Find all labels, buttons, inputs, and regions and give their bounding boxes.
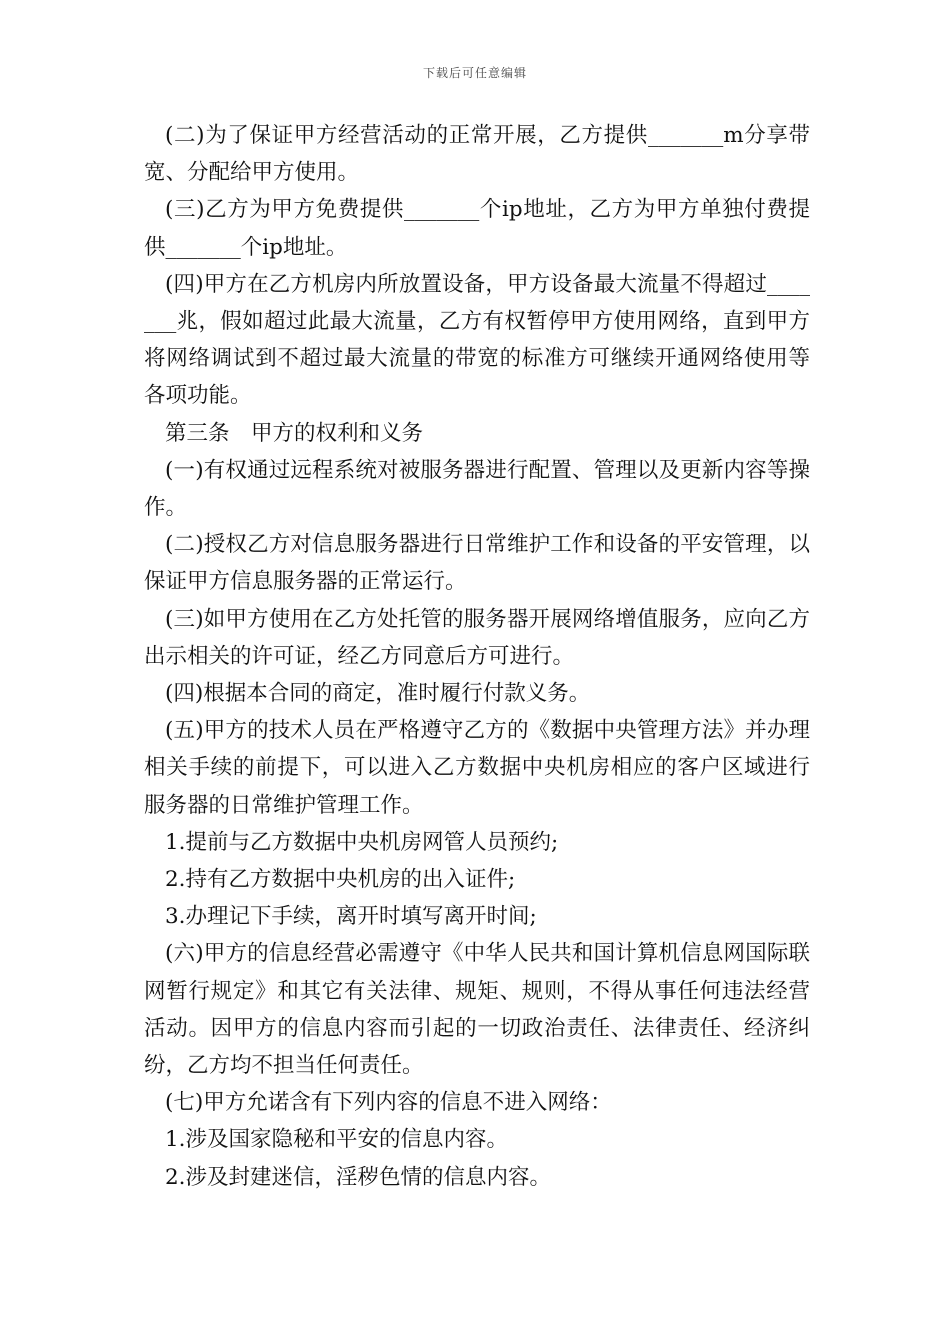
document-body bbox=[144, 117, 810, 1196]
paragraph-technician-access: (五)甲方的技术人员在严格遵守乙方的《数据中央管理方法》并办理相关手续的前提下，可以进入乙方数据中央机房相应的客户区域进行服务器的日常维护管理工作。 bbox=[144, 718, 810, 818]
list-item: 2.持有乙方数据中央机房的出入证件; bbox=[165, 867, 516, 893]
paragraph-remote-config: (一)有权通过远程系统对被服务器进行配置、管理以及更新内容等操作。 bbox=[144, 457, 810, 521]
list-item: 3.办理记下手续，离开时填写离开时间; bbox=[165, 904, 537, 930]
paragraph-authorize-maintenance: (二)授权乙方对信息服务器进行日常维护工作和设备的平安管理，以保证甲方信息服务器的正常运行。 bbox=[144, 532, 810, 595]
paragraph-content-commitment: (七)甲方允诺含有下列内容的信息不进入网络： bbox=[165, 1090, 612, 1116]
list-item: 1.提前与乙方数据中央机房网管人员预约; bbox=[165, 829, 559, 855]
list-item: 1.涉及国家隐秘和平安的信息内容。 bbox=[165, 1127, 509, 1153]
page-header-note: 下载后可任意编辑 bbox=[422, 66, 527, 80]
list-item: 2.涉及封建迷信，淫秽色情的信息内容。 bbox=[165, 1164, 552, 1190]
paragraph-ip-address: (三)乙方为甲方免费提供_______个ip地址，乙方为甲方单独付费提供_______个ip地址。 bbox=[144, 197, 810, 260]
paragraph-max-traffic: (四)甲方在乙方机房内所放置设备，甲方设备最大流量不得超过_______兆，假如超过此最大流量，乙方有权暂停甲方使用网络，直到甲方将网络调试到不超过最大流量的带宽的标准方可继续开通网络使用等各项功能。 bbox=[144, 271, 810, 409]
paragraph-legal-compliance: (六)甲方的信息经营必需遵守《中华人民共和国计算机信息网国际联网暂行规定》和其它有关法律、规矩、规则，不得从事任何违法经营活动。因甲方的信息内容而引起的一切政治责任、法律责任、经济纠纷，乙方均不担当任何责任。 bbox=[144, 941, 810, 1079]
paragraph-payment: (四)根据本合同的商定，准时履行付款义务。 bbox=[165, 681, 591, 707]
article-heading: 第三条 甲方的权利和义务 bbox=[165, 420, 424, 446]
paragraph-value-added-service: (三)如甲方使用在乙方处托管的服务器开展网络增值服务，应向乙方出示相关的许可证，经乙方同意后方可进行。 bbox=[144, 606, 810, 669]
paragraph-bandwidth: (二)为了保证甲方经营活动的正常开展，乙方提供_______m分享带宽、分配给甲方使用。 bbox=[144, 123, 810, 186]
